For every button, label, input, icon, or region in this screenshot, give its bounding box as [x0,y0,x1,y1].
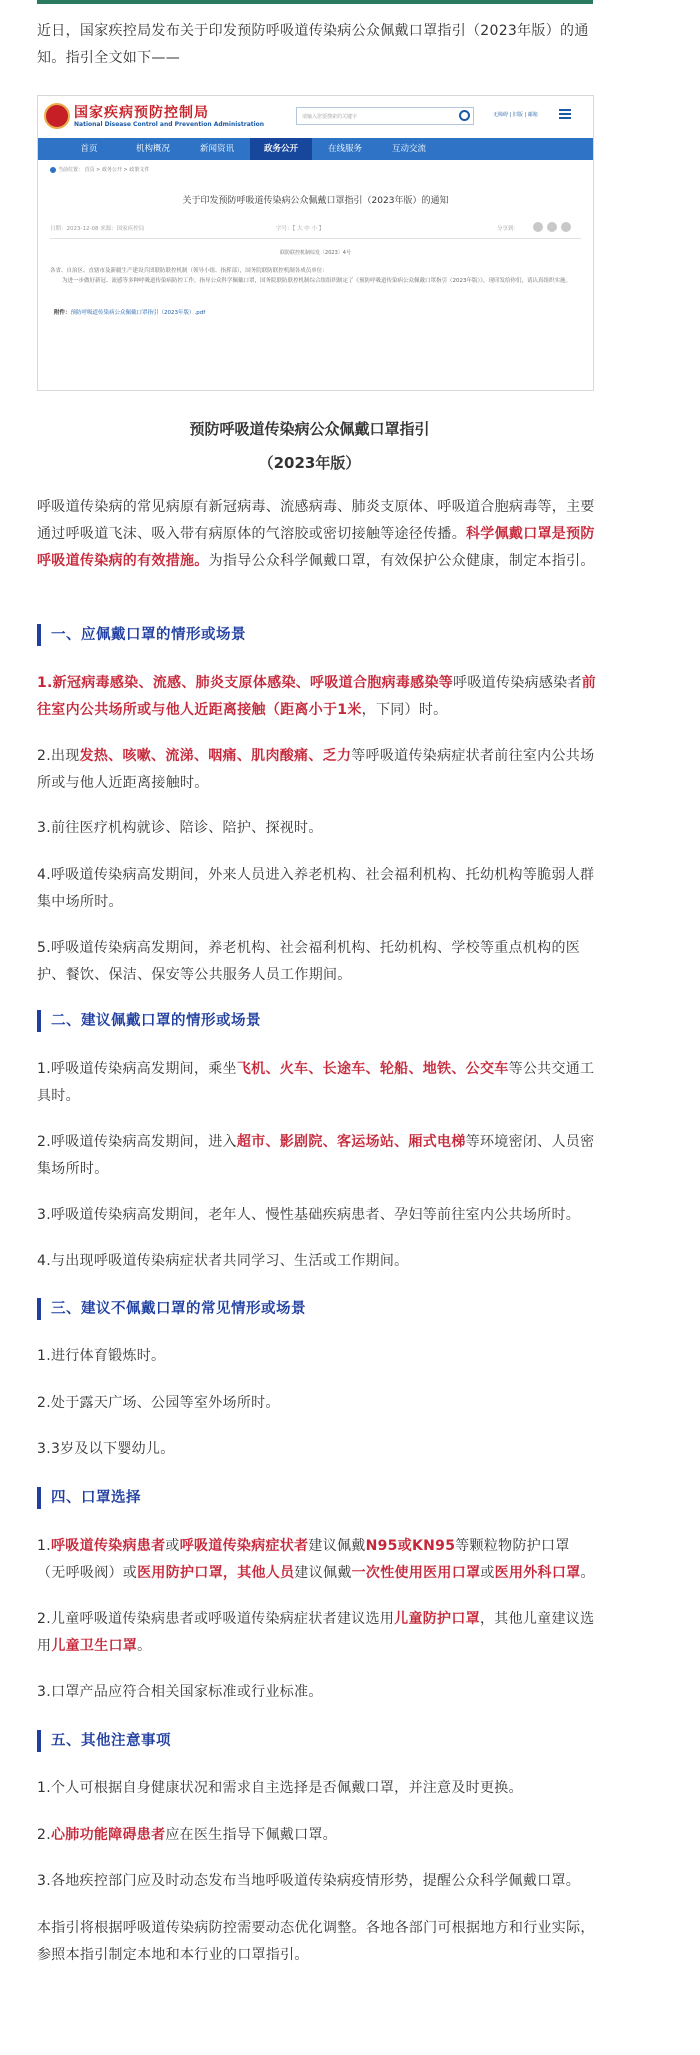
section-heading-4: 四、口罩选择 [37,1487,141,1509]
s4-item-3: 3.口罩产品应符合相关国家标准或行业标准。 [37,1684,323,1700]
s4-item-2-lead: 2.儿童呼吸道传染病患者或呼吸道传染病症状者建议选用 [37,1611,395,1627]
breadcrumb-text[interactable]: 当前位置： 首页 > 政务公开 > 政策文件 [58,167,150,173]
s1-item-2-tail: 等呼吸道传染病症状者前往室内公共场所或与他人近距离接触时。 [37,748,595,791]
header-links[interactable]: 无障碍 | 旧版 | 邮箱 [493,112,538,118]
s4-item-1-or: 或 [165,1538,180,1554]
s4-item-2 [37,1606,597,1660]
notice-date: 日期：2023-12-08 来源：国家疾控局 [50,226,145,232]
breadcrumb [38,160,593,173]
weibo-share-icon[interactable] [547,222,557,232]
s4-item-2-child-hygiene: 儿童卫生口罩 [51,1638,138,1654]
attachment-link[interactable]: 预防呼吸道传染病公众佩戴口罩指引（2023年版）.pdf [70,310,206,316]
s2-item-3: 3.呼吸道传染病高发期间，老年人、慢性基础疾病患者、孕妇等前往室内公共场所时。 [37,1207,581,1223]
site-name-en: National Disease Control and Prevention Administration [74,121,265,128]
s2-item-2-places: 超市、影剧院、客运场站、厢式电梯 [236,1134,466,1150]
s1-item-1-diseases: 1.新冠病毒感染、流感、肺炎支原体感染、呼吸道合胞病毒感染等 [37,675,454,691]
s4-item-1-patients: 呼吸道传染病患者 [50,1538,166,1554]
s4-item-2-end: 。 [137,1638,152,1654]
s1-item-4: 4.呼吸道传染病高发期间，外来人员进入养老机构、社会福利机构、托幼机构等脆弱人群集中场所时。 [37,867,595,910]
s5-item-2-patients: 心肺功能障碍患者 [50,1827,166,1843]
s1-item-1 [37,670,597,724]
s5-item-2-num: 2. [37,1827,51,1843]
lead-highlight: 科学佩戴口罩是预防呼吸道传染病的有效措施。 [37,526,595,569]
s4-item-1-disposable: 一次性使用医用口罩 [351,1565,481,1581]
lead-text-a: 呼吸道传染病的常见病原有新冠病毒、流感病毒、肺炎支原体、呼吸道合胞病毒等，主要通过呼吸道飞沫、吸入带有病原体的气溶胶或密切接触等途径传播。 [37,499,595,542]
s1-item-1-highlight: 前往室内公共场所或与他人近距离接触（距离小于1米 [37,675,597,718]
s2-item-2-tail: 等环境密闭、人员密集场所时。 [37,1134,595,1177]
lead-paragraph [37,494,597,575]
share-label: 分享到： [496,226,519,232]
s1-item-1-text: 呼吸道传染病感染者 [453,675,582,691]
attachment [38,286,593,316]
wechat-share-icon[interactable] [533,222,543,232]
s2-item-1 [37,1056,597,1110]
s1-item-3: 3.前往医疗机构就诊、陪诊、陪护、探视时。 [37,820,323,836]
section-heading-5: 五、其他注意事项 [37,1730,171,1752]
s2-item-1-lead: 1.呼吸道传染病高发期间，乘坐 [37,1061,237,1077]
site-search-input[interactable] [296,107,474,125]
s4-item-1-n95: N95或KN95 [365,1538,456,1554]
s5-item-1: 1.个人可根据自身健康状况和需求自主选择是否佩戴口罩，并注意及时更换。 [37,1780,523,1796]
emblem-icon [44,103,70,129]
s4-item-1-text: 等颗粒物防护口罩（无呼吸阀）或 [37,1538,570,1581]
notice-title: 关于印发预防呼吸道传染病公众佩戴口罩指引（2023年版）的通知 [182,196,449,206]
s1-item-1-tail: ，下同）时。 [361,702,448,718]
nav-item-about[interactable]: 机构概况 [135,144,170,154]
section-heading-3: 三、建议不佩戴口罩的常见情形或场景 [37,1298,306,1320]
notice-body [38,256,593,286]
nav-item-services[interactable]: 在线服务 [327,144,362,154]
nav-item-gov-affairs[interactable]: 政务公开 [250,138,312,160]
notice-meta [50,222,581,239]
closing-paragraph: 本指引将根据呼吸道传染病防控需要动态优化调整。各地各部门可根据地方和行业实际，参照本指引制定本地和本行业的口罩指引。 [37,1920,595,1963]
lead-text-c: 为指导公众科学佩戴口罩，有效保护公众健康，制定本指引。 [208,553,595,569]
intro-paragraph: 近日，国家疾控局发布关于印发预防呼吸道传染病公众佩戴口罩指引（2023年版）的通知。指引全文如下—— [37,23,589,66]
font-size-control[interactable]: 字号：【 大 中 小 】 [276,226,325,232]
s1-item-5: 5.呼吸道传染病高发期间，养老机构、社会福利机构、托幼机构、学校等重点机构的医护、餐饮、保洁、保安等公共服务人员工作期间。 [37,940,581,983]
attachment-label: 附件： [54,310,71,316]
section-heading-2: 二、建议佩戴口罩的情形或场景 [37,1010,261,1032]
website-screenshot [37,95,594,391]
location-icon [50,167,56,173]
nav-item-news[interactable]: 新闻资讯 [199,144,234,154]
s2-item-1-transport: 飞机、火车、长途车、轮船、地铁、公交车 [236,1061,509,1077]
nav-item-interaction[interactable]: 互动交流 [391,144,426,154]
s4-item-1 [37,1533,597,1587]
document-number: 联防联控机制综发〔2023〕4号 [280,250,351,256]
s4-item-1-surgical: 医用外科口罩 [494,1565,581,1581]
s5-item-2-tail: 应在医生指导下佩戴口罩。 [165,1827,337,1843]
s2-item-2-lead: 2.呼吸道传染病高发期间，进入 [37,1134,237,1150]
search-icon[interactable] [459,110,470,121]
s5-item-3: 3.各地疾控部门应及时动态发布当地呼吸道传染病疫情形势，提醒公众科学佩戴口罩。 [37,1873,581,1889]
section-heading-1: 一、应佩戴口罩的情形或场景 [37,624,246,646]
s3-item-1: 1.进行体育锻炼时。 [37,1348,166,1364]
s4-item-1-advise: 建议佩戴 [308,1538,366,1554]
site-name: 国家疾病预防控制局 [74,105,209,121]
nav-item-home[interactable]: 首页 [80,144,98,154]
menu-icon[interactable] [559,109,571,119]
site-nav [38,138,593,160]
s4-item-1-symptomatic: 呼吸道传染病症状者 [179,1538,309,1554]
s4-item-1-num: 1. [37,1538,51,1554]
notice-recipients: 各省、自治区、直辖市及新疆生产建设兵团联防联控机制（领导小组、指挥部），国务院联防联控机制各成员单位： [50,268,328,274]
s4-item-1-advise-2: 建议佩戴 [294,1565,352,1581]
s2-item-1-tail: 等公共交通工具时。 [37,1061,595,1104]
s3-item-3: 3.3岁及以下婴幼儿。 [37,1441,175,1457]
notice-text: 为进一步做好新冠、流感等多种呼吸道传染病防控工作，指导公众科学佩戴口罩，国务院联防联控机制综合组组织制定了《预防呼吸道传染病公众佩戴口罩指引（2023年版）》，现印发给你们，请认真组织实施。 [62,278,572,284]
s5-item-2 [37,1822,597,1849]
s1-item-2-symptoms: 发热、咳嗽、流涕、咽痛、肌肉酸痛、乏力 [79,748,352,764]
site-search-placeholder: 请输入您要搜索的关键字 [302,114,358,120]
document-title: 预防呼吸道传染病公众佩戴口罩指引 [189,420,430,438]
top-divider [37,0,593,4]
s4-item-1-or-2: 或 [480,1565,495,1581]
s4-item-1-end: 。 [580,1565,595,1581]
s2-item-4: 4.与出现呼吸道传染病症状者共同学习、生活或工作期间。 [37,1253,409,1269]
site-header [38,96,593,138]
s1-item-2 [37,743,597,797]
s4-item-1-medical-protective: 医用防护口罩，其他人员 [137,1565,295,1581]
s4-item-2-child-protective: 儿童防护口罩 [394,1611,480,1627]
s4-item-2-mid: ，其他儿童建议选用 [37,1611,595,1654]
qzone-share-icon[interactable] [561,222,571,232]
document-subtitle: （2023年版） [258,454,361,472]
s3-item-2: 2.处于露天广场、公园等室外场所时。 [37,1395,280,1411]
s1-item-2-lead: 2.出现 [37,748,80,764]
s2-item-2 [37,1129,597,1183]
